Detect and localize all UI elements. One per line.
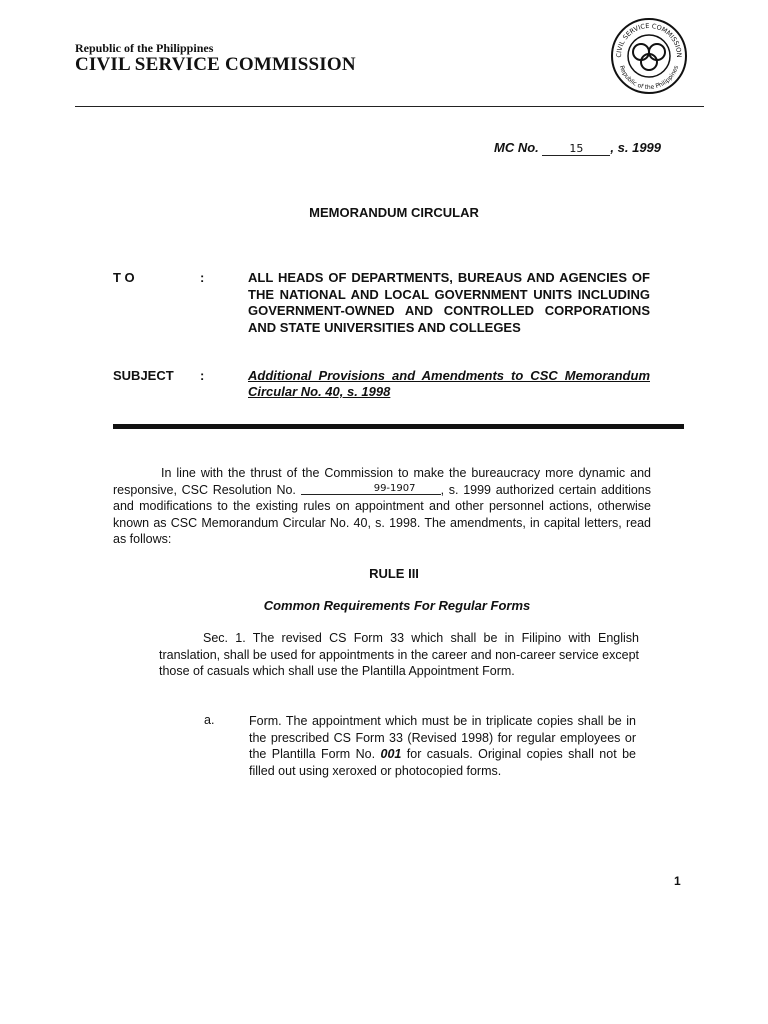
subject-colon: :: [200, 368, 205, 383]
thick-divider: [113, 424, 684, 429]
csc-seal-logo: [610, 17, 688, 95]
page-number: 1: [674, 874, 681, 888]
to-addressees: ALL HEADS OF DEPARTMENTS, BUREAUS AND AGENCIES OF THE NATIONAL AND LOCAL GOVERNMENT UNITS INCLUDING GOVERNMENT-OWNED AND CONTROLLED CORPORATIONS AND STATE UNIVERSITIES AND COLLEGES: [248, 270, 650, 335]
commission-name: CIVIL SERVICE COMMISSION: [75, 54, 356, 75]
subject-text: Additional Provisions and Amendments to CSC Memorandum Circular No. 40, s. 1998: [248, 368, 650, 399]
section-1-paragraph: Sec. 1. The revised CS Form 33 which shall be in Filipino with English translation, shall be used for appointments in the career and non-career service except those of casuals which shall use the Plantilla Appointment Form.: [159, 631, 639, 678]
mc-prefix: MC No.: [494, 140, 539, 155]
intro-text-start: In line with the thrust of the Commission to make the bureaucracy more dynamic and responsive, CSC Resolution No.: [113, 466, 651, 497]
section-heading: Common Requirements For Regular Forms: [263, 598, 531, 613]
header-divider: [75, 106, 704, 107]
resolution-number: 99-1907: [301, 483, 441, 495]
svg-text:CIVIL SERVICE COMMISSION: CIVIL SERVICE COMMISSION: [614, 21, 684, 58]
to-colon: :: [200, 270, 205, 285]
item-a-paragraph: [249, 713, 636, 779]
rule-heading: RULE III: [369, 566, 419, 581]
mc-number: 15: [542, 143, 610, 156]
item-a-text-start: Form. The appointment which must be in triplicate copies shall be in the prescribed CS Form 33 (Revised 1998) for regular employees or the Plantilla Form No.: [249, 714, 636, 761]
republic-line: Republic of the Philippines: [75, 41, 214, 55]
document-title: MEMORANDUM CIRCULAR: [309, 205, 479, 220]
mc-number-line: [494, 140, 661, 156]
intro-paragraph: [113, 465, 651, 548]
intro-text-end: , s. 1999 authorized certain additions and modifications to the existing rules on appointment and other personnel actions, otherwise known as CSC Memorandum Circular No. 40, s. 1998. The amendments, in capital letters, read as follows:: [113, 482, 651, 546]
to-label: T O: [113, 270, 135, 285]
item-a-marker: a.: [204, 713, 215, 727]
plantilla-form-number: 001: [380, 747, 402, 761]
svg-text:Republic of the Philippines: Republic of the Philippines: [617, 64, 681, 92]
subject-label: SUBJECT: [113, 368, 174, 383]
item-a-text-end: for casuals. Original copies shall not be filled out using xeroxed or photocopied forms.: [249, 747, 636, 778]
mc-suffix: , s. 1999: [610, 140, 662, 155]
